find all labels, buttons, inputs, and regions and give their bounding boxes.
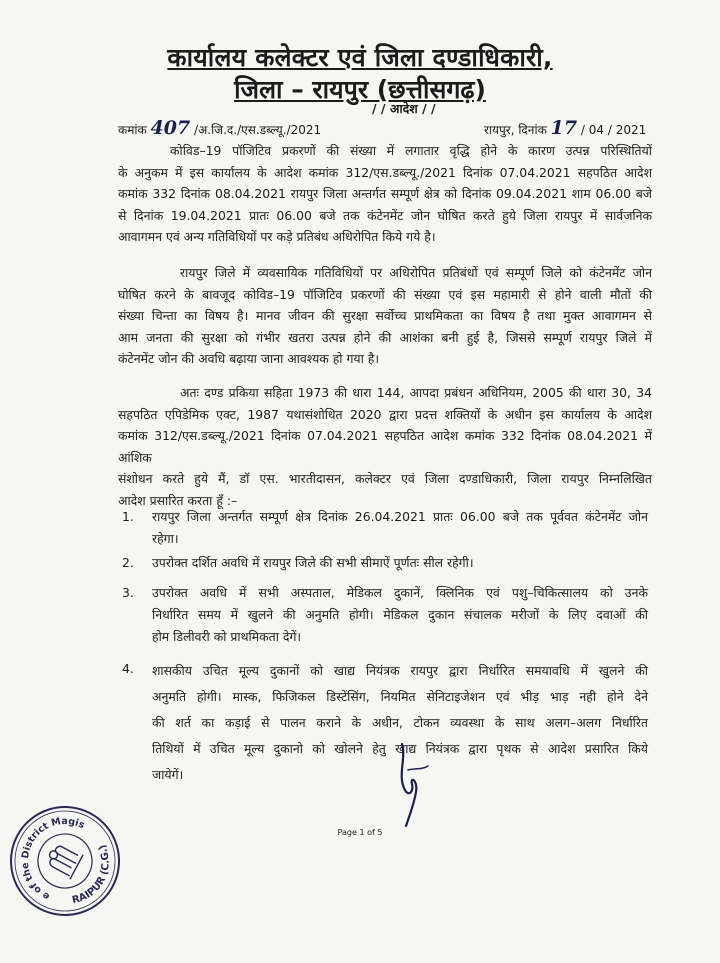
order-line: जायेगें।	[152, 767, 184, 782]
order-line: अनुमति होगी। मास्क, फिजिकल डिस्टेंसिंग, नियमित सेनिटाइजेशन एवं भीड़ भाड़ नही होने देने	[152, 689, 648, 704]
paragraph-2	[118, 262, 652, 370]
paragraph-line: रायपुर जिले में व्यवसायिक गतिविधियों पर अधिरोपित प्रतिबंधों एवं सम्पूर्ण जिले को कंटेनमेंट जोन	[180, 265, 652, 280]
office-title: कार्यालय कलेक्टर एवं जिला दण्डाधिकारी,	[167, 43, 553, 72]
reference-prefix: कमांक	[118, 123, 147, 137]
order-line: उपरोक्त अवधि में सभी अस्पताल, मेडिकल दुकानें, क्लिनिक एवं पशु–चिकित्सालय को उनके	[152, 585, 648, 600]
order-line: शासकीय उचित मूल्य दुकानों को खाद्य नियंत्रक रायपुर द्वारा निर्धारित समयावधि में खुलने की	[152, 663, 648, 678]
seal-text-bottom: RAIPUR (C.G.)	[71, 842, 112, 907]
signature-mark	[388, 740, 438, 830]
order-number: 2.	[122, 555, 134, 570]
order-reference-number	[118, 117, 321, 139]
paragraph-1	[118, 140, 652, 248]
order-place-date	[484, 117, 646, 139]
paragraph-line: कंटेनमेंट जोन की अवधि बढ़ाया जाना आवश्यक हो गया है।	[118, 351, 380, 367]
paragraph-line: संशोधन करते हुये मैं, डॉ एस. भारतीदासन, कलेक्टर एवं जिला दण्डाधिकारी, जिला रायपुर निम्नलिखित	[118, 471, 652, 487]
paragraph-line: संख्या चिन्ता का विषय है। मानव जीवन की सुरक्षा सर्वोच्च प्राथमिकता का विषय है तथा मुक्त आवागमन से	[118, 308, 652, 324]
paragraph-line: कोविड–19 पॉजिटिव प्रकरणों की संख्या में लगातार वृद्धि होने के कारण उत्पन्न परिस्थितियों	[170, 143, 652, 158]
order-line: तिथियों में उचित मूल्य दुकानो को खोलने हेतु खाद्य नियंत्रक द्वारा पृथक से आदेश प्रसारित किये	[152, 741, 648, 756]
order-line: रायपुर जिला अन्तर्गत सम्पूर्ण क्षेत्र दिनांक 26.04.2021 प्रातः 06.00 बजे तक पूर्ववत कंटेनमेंट जोन	[152, 509, 648, 524]
order-line: निर्धारित समय में खुलने की अनुमति होगी। मेडिकल दुकान संचालक मरीजों के लिए दवाओं की	[152, 607, 648, 622]
paragraph-line: अतः दण्ड प्रकिया सहिता 1973 की धारा 144, आपदा प्रबंधन अधिनियम, 2005 की धारा 30, 34	[180, 385, 652, 400]
seal-text-top: Office of the District Magistrate	[19, 815, 87, 903]
paragraph-line: आम जनता की सुरक्षा को गंभीर खतरा उत्पन्न होने की आशंका बनी हुई है, जिससे सम्पूर्ण रायपुर जिले में	[118, 329, 652, 345]
handwritten-day: 17	[550, 117, 578, 139]
page-number: Page 1 of 5	[337, 828, 383, 837]
order-line: रहेगा।	[152, 531, 179, 546]
paragraph-line: सहपठित एपिडेमिक एक्ट, 1987 यथासंशोधित 2020 द्वारा प्रदत्त शक्तियों के अधीन इस कार्यालय के आदेश	[118, 406, 652, 422]
paragraph-line: आवागमन एवं अन्य गतिविधियों पर कड़े प्रतिबंध अधिरोपित किये गये है।	[118, 229, 436, 245]
paragraph-line: से दिनांक 19.04.2021 प्रातः 06.00 बजे तक कंटेनमेंट जोन घोषित करते हुये जिला रायपुर में सार्वजनिक	[118, 207, 652, 223]
paragraph-line: आदेश प्रसारित करता हूँ :–	[118, 492, 238, 508]
svg-text:RAIPUR (C.G.)	[67, 839, 123, 914]
handwritten-order-number: 407	[150, 117, 191, 139]
order-line: उपरोक्त दर्शित अवधि में रायपुर जिले की सभी सीमाऐं पूर्णतः सील रहेगी।	[152, 555, 474, 570]
order-number: 3.	[122, 585, 134, 600]
paragraph-line: कमांक 332 दिनांक 08.04.2021 रायपुर जिला अन्तर्गत सम्पूर्ण क्षेत्र को दिनांक 09.04.2021 शाम 06.00 बजे	[118, 186, 652, 202]
order-number: 1.	[122, 509, 134, 524]
paragraph-line: घोषित करने के बावजूद कोविड–19 पॉजिटिव प्रकरणों की संख्या एवं इस महामारी से होने वाली मौतों की	[118, 286, 652, 302]
order-heading: / / आदेश / /	[372, 101, 436, 116]
district-magistrate-seal	[6, 802, 124, 920]
paragraph-3	[118, 382, 652, 512]
paragraph-line: के अनुकम में इस कार्यालय के आदेश कमांक 312/एस.डब्ल्यू./2021 दिनांक 07.04.2021 सहपठित आदेश	[118, 164, 652, 180]
date-suffix: / 04 / 2021	[580, 123, 647, 137]
reference-suffix: /अ.जि.द./एस.डब्ल्यू./2021	[194, 123, 322, 137]
place-date-prefix: रायपुर, दिनांक	[484, 123, 547, 137]
paragraph-line: कमांक 312/एस.डब्ल्यू./2021 दिनांक 07.04.2021 सहपठित आदेश कमांक 332 दिनांक 08.04.2021 में आंशिक	[118, 428, 652, 465]
order-line: की शर्त का कड़ाई से पालन कराने के अधीन, टोकन व्यवस्था के साथ अलग–अलग निर्धारित	[152, 715, 648, 730]
district-title: जिला – रायपुर (छत्तीसगढ़)	[234, 75, 486, 104]
order-line: होम डिलीवरी को प्राथमिकता देगें।	[152, 629, 302, 644]
order-number: 4.	[122, 661, 134, 676]
